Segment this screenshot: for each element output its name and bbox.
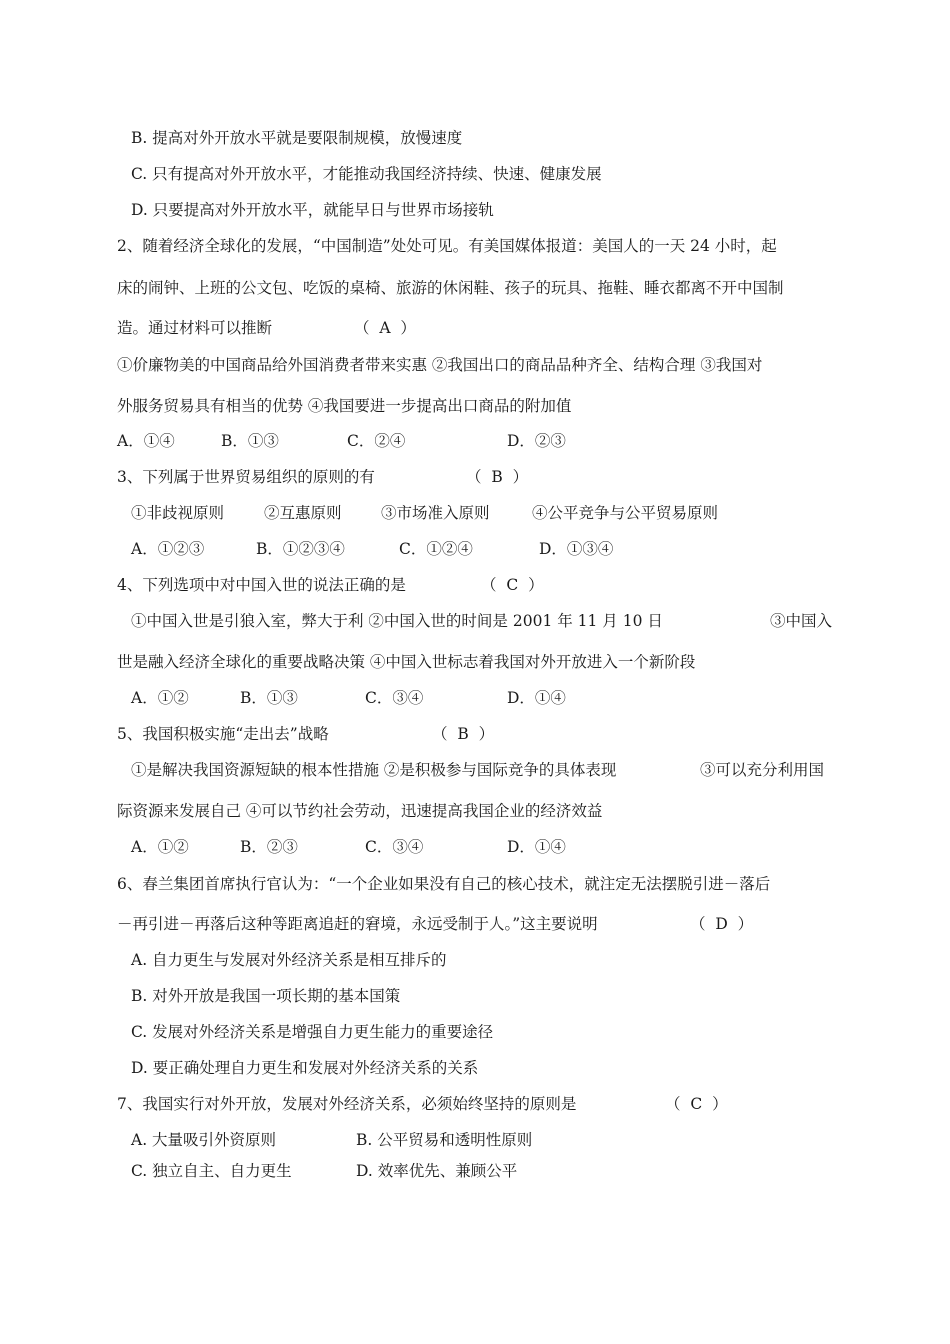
q3-stem: 3、下列属于世界贸易组织的原则的有 <box>117 468 375 486</box>
q6-answer: （ D ） <box>690 915 754 933</box>
q4-choice-b: B．①③ <box>240 689 298 707</box>
q1-option-b: B. 提高对外开放水平就是要限制规模，放慢速度 <box>131 129 463 147</box>
q2-choice-c: C．②④ <box>347 432 406 450</box>
q3-item-4: ④公平竞争与公平贸易原则 <box>532 504 719 522</box>
q2-item-line-1: ①价廉物美的中国商品给外国消费者带来实惠 ②我国出口的商品品种齐全、结构合理 ③我国对 <box>117 356 763 374</box>
q3-item-1: ①非歧视原则 <box>131 504 225 522</box>
q5-item-line-1: ①是解决我国资源短缺的根本性措施 ②是积极参与国际竞争的具体表现 <box>131 761 617 779</box>
q5-choice-a: A．①② <box>131 838 189 856</box>
q7-stem: 7、我国实行对外开放，发展对外经济关系，必须始终坚持的原则是 <box>117 1095 577 1113</box>
q7-choice-b: B. 公平贸易和透明性原则 <box>356 1131 533 1149</box>
q3-choice-b: B．①②③④ <box>256 540 345 558</box>
q2-stem-line-1: 2、随着经济全球化的发展，“中国制造”处处可见。有美国媒体报道：美国人的一天 24 小时，起 <box>117 237 777 255</box>
q4-answer: （ C ） <box>481 576 544 594</box>
q7-choice-a: A. 大量吸引外资原则 <box>131 1131 277 1149</box>
q2-stem-line-3: 造。通过材料可以推断 <box>117 319 273 337</box>
q6-option-a: A. 自力更生与发展对外经济关系是相互排斥的 <box>131 951 447 969</box>
q3-answer: （ B ） <box>466 468 529 486</box>
q3-choice-a: A．①②③ <box>131 540 205 558</box>
q7-choice-c: C. 独立自主、自力更生 <box>131 1162 292 1180</box>
q5-item-line-2: 际资源来发展自己 ④可以节约社会劳动，迅速提高我国企业的经济效益 <box>117 802 603 820</box>
q4-choice-a: A．①② <box>131 689 189 707</box>
q2-choice-b: B．①③ <box>221 432 279 450</box>
q2-item-line-2: 外服务贸易具有相当的优势 ④我国要进一步提高出口商品的附加值 <box>117 397 572 415</box>
q3-choice-c: C．①②④ <box>399 540 473 558</box>
q4-item-line-1-end: ③中国入 <box>770 612 833 630</box>
q5-answer: （ B ） <box>432 725 495 743</box>
q5-choice-b: B．②③ <box>240 838 298 856</box>
q4-choice-d: D．①④ <box>507 689 566 707</box>
q5-item-line-1-end: ③可以充分利用国 <box>700 761 825 779</box>
q5-choice-c: C．③④ <box>365 838 424 856</box>
q6-stem-line-1: 6、春兰集团首席执行官认为：“一个企业如果没有自己的核心技术，就注定无法摆脱引进－落后 <box>117 875 771 893</box>
q4-stem: 4、下列选项中对中国入世的说法正确的是 <box>117 576 406 594</box>
q6-stem-line-2: －再引进－再落后这种等距离追赶的窘境，永远受制于人。”这主要说明 <box>117 915 598 933</box>
q3-item-3: ③市场准入原则 <box>381 504 490 522</box>
q6-option-d: D. 要正确处理自力更生和发展对外经济关系的关系 <box>131 1059 479 1077</box>
q6-option-b: B. 对外开放是我国一项长期的基本国策 <box>131 987 401 1005</box>
q3-choice-d: D．①③④ <box>539 540 614 558</box>
q2-stem-line-2: 床的闹钟、上班的公文包、吃饭的桌椅、旅游的休闲鞋、孩子的玩具、拖鞋、睡衣都离不开中国制 <box>117 279 784 297</box>
q3-item-2: ②互惠原则 <box>264 504 342 522</box>
q4-item-line-2: 世是融入经济全球化的重要战略决策 ④中国入世标志着我国对外开放进入一个新阶段 <box>117 653 696 671</box>
q2-choice-a: A．①④ <box>117 432 175 450</box>
q4-choice-c: C．③④ <box>365 689 424 707</box>
q7-answer: （ C ） <box>665 1095 728 1113</box>
q2-answer: （ A ） <box>354 319 416 337</box>
q5-stem: 5、我国积极实施“走出去”战略 <box>117 725 329 743</box>
q7-choice-d: D. 效率优先、兼顾公平 <box>356 1162 518 1180</box>
q4-item-line-1: ①中国入世是引狼入室，弊大于利 ②中国入世的时间是 2001 年 11 月 10 日 <box>131 612 663 630</box>
q6-option-c: C. 发展对外经济关系是增强自力更生能力的重要途径 <box>131 1023 494 1041</box>
q5-choice-d: D．①④ <box>507 838 566 856</box>
q1-option-c: C. 只有提高对外开放水平，才能推动我国经济持续、快速、健康发展 <box>131 165 602 183</box>
q2-choice-d: D．②③ <box>507 432 566 450</box>
q1-option-d: D. 只要提高对外开放水平，就能早日与世界市场接轨 <box>131 201 494 219</box>
